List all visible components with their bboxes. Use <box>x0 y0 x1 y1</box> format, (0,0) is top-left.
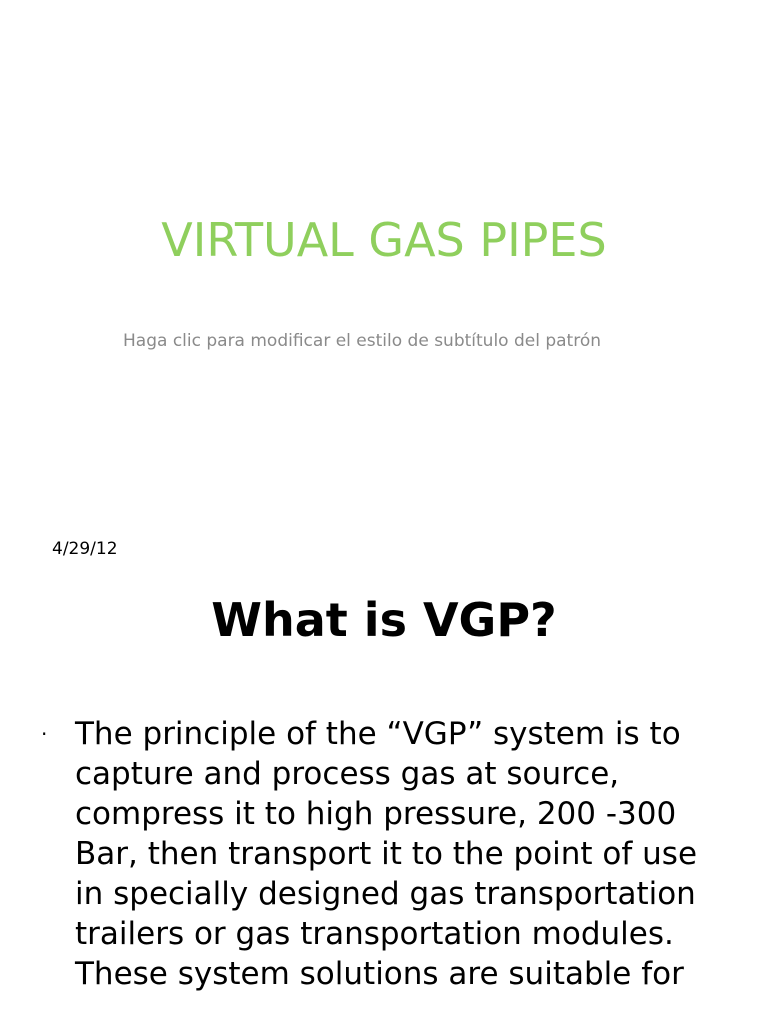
slide-subtitle: Haga clic para modificar el estilo de subtítulo del patrón <box>123 331 602 351</box>
bullet-dot-icon: · <box>41 722 48 746</box>
section-heading: What is VGP? <box>211 593 557 647</box>
slide-date: 4/29/12 <box>52 539 118 559</box>
bullet-text: The principle of the “VGP” system is to capture and process gas at source, compress it to high pressure, 200 -300 Bar, then transport it to the point of use in specially designed gas transportation trailers or gas transportation modules. These system solutions are suitable for <box>75 716 698 992</box>
bullet-list <box>0 714 768 994</box>
bullet-item <box>0 714 768 994</box>
slide-title: VIRTUAL GAS PIPES <box>161 213 607 267</box>
